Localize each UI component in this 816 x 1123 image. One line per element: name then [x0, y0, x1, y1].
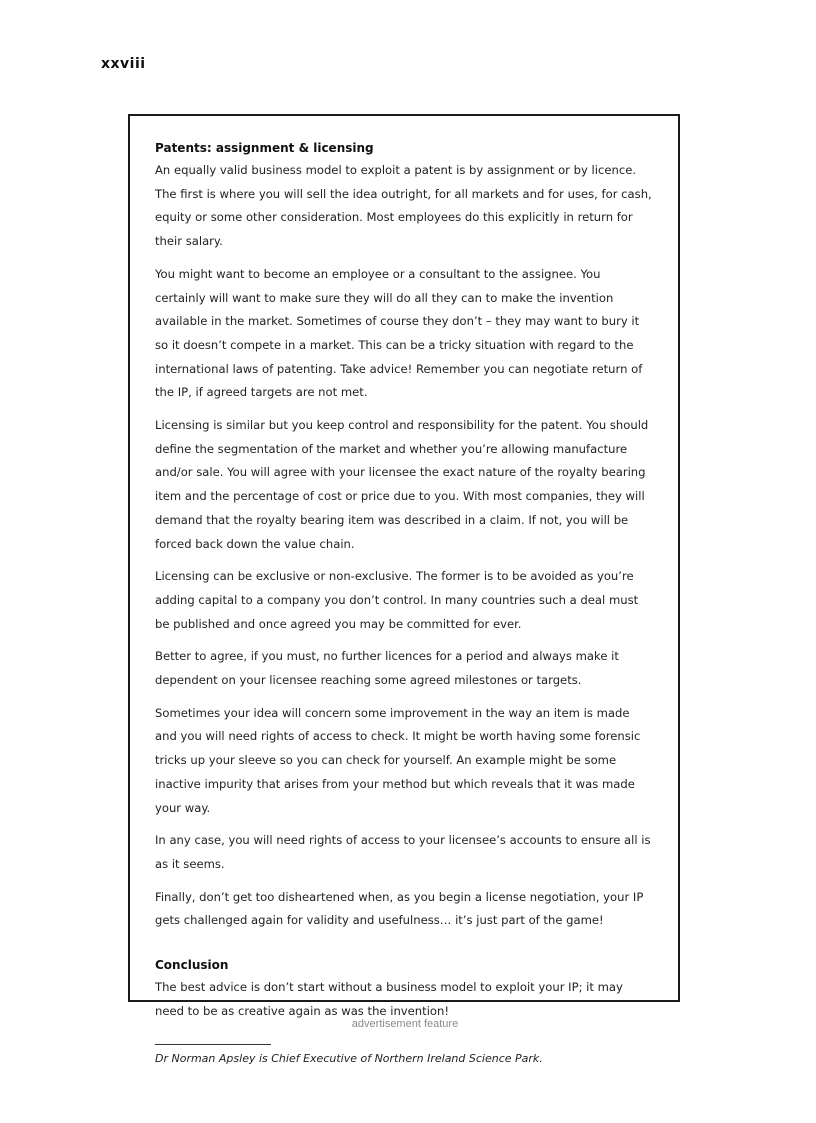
paragraph: The best advice is don’t start without a business model to exploit your IP; it may need to be as creative again as was the invention! — [155, 980, 623, 1018]
author-note: Dr Norman Apsley is Chief Executive of Northern Ireland Science Park. — [155, 1051, 543, 1065]
paragraph: Finally, don’t get too disheartened when, as you begin a license negotiation, your IP gets challenged again for validity and usefulness… it’s just part of the game! — [155, 889, 644, 928]
paragraph: In any case, you will need rights of access to your licensee’s accounts to ensure all is as it seems. — [155, 833, 651, 871]
paragraph: An equally valid business model to exploit a patent is by assignment or by licence. The first is where you will sell the idea outright, for all markets and for uses, for cash, equity or some other consideration. Most employees do this explicitly in return for their salary. — [155, 163, 652, 249]
paragraph: Licensing is similar but you keep control and responsibility for the patent. You should define the segmentation of the market and whether you’re allowing manufacture and/or sale. You will agree with your licensee the exact nature of the royalty bearing item and the percentage of cost or price due to you. With most companies, they will demand that the royalty bearing item was described in a claim. If not, you will be forced back down the value chain. — [155, 418, 649, 551]
footnote-divider — [155, 1044, 271, 1045]
paragraph: You might want to become an employee or a consultant to the assignee. You certainly will want to make sure they will do all they can to make the invention available in the market. Sometimes of course they don’t – they may want to bury it so it doesn’t compete in a market. This can be a tricky situation with regard to the international laws of patenting. Take advice! Remember you can negotiate return of the IP, if agreed targets are not met. — [155, 266, 643, 400]
paragraph: Better to agree, if you must, no further licences for a period and always make it dependent on your licensee reaching some agreed milestones or targets. — [155, 649, 619, 688]
paragraph: Sometimes your idea will concern some improvement in the way an item is made and you will need rights of access to check. It might be worth having some forensic tricks up your sleeve so you can check for yourself. An example might be some inactive impurity that arises from your method but which reveals that it was made your way. — [155, 705, 641, 815]
footer-caption: advertisement feature — [351, 1018, 459, 1030]
section-heading-patents: Patents: assignment & licensing — [155, 141, 374, 155]
section-heading-conclusion: Conclusion — [155, 958, 229, 973]
page-number: xxviii — [101, 56, 146, 72]
paragraph: Licensing can be exclusive or non-exclusive. The former is to be avoided as you’re adding capital to a company you don’t control. In many countries such a deal must be published and once agreed you may be committed for ever. — [155, 569, 639, 631]
